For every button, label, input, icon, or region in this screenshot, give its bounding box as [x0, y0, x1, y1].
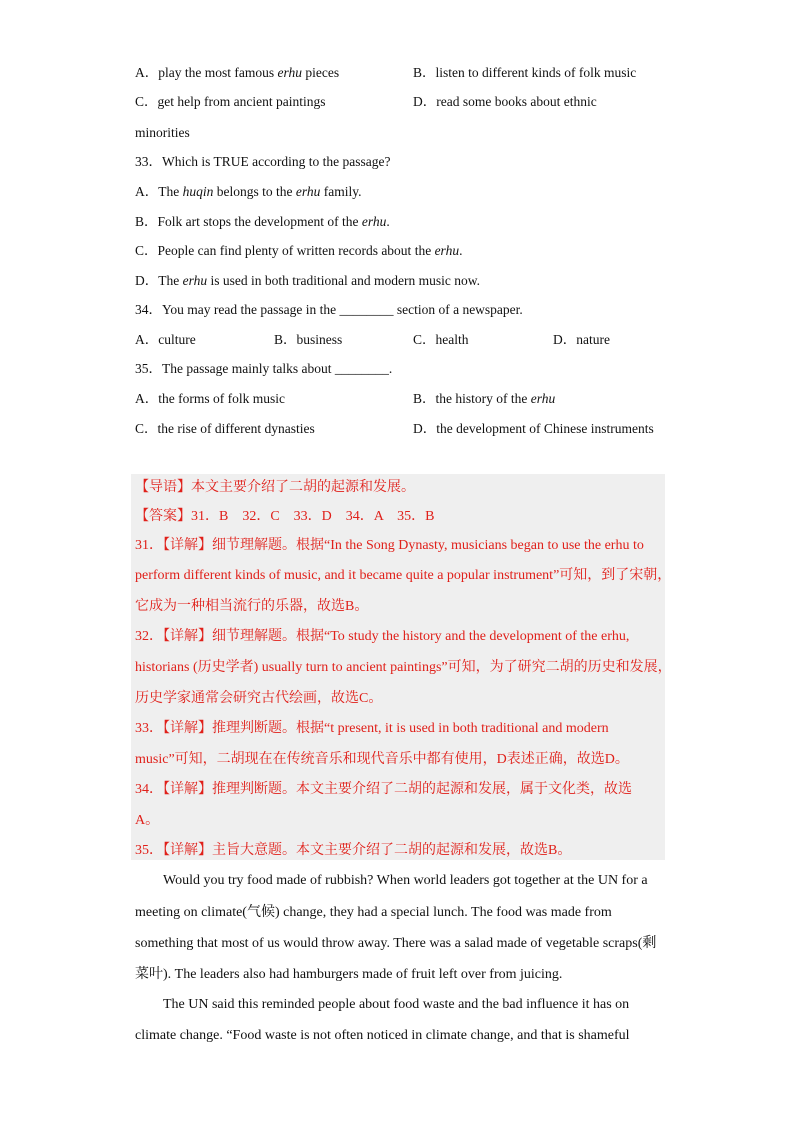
q32-option-d-wrap: minorities [135, 125, 190, 140]
explanation-34: 34．【详解】推理判断题。本文主要介绍了二胡的起源和发展，属于文化类，故选 [135, 782, 632, 797]
passage-line-5: The UN said this reminded people about food waste and the bad influence it has on [163, 997, 630, 1012]
q33-option-c: C．People can find plenty of written records about the erhu. [135, 243, 463, 258]
explanation-32-line2: historians (历史学者) usually turn to ancient paintings”可知，为了研究二胡的历史和发展， [135, 660, 672, 675]
explanation-35: 35．【详解】主旨大意题。本文主要介绍了二胡的起源和发展，故选B。 [135, 843, 572, 858]
q35-option-d: D．the development of Chinese instruments [413, 421, 654, 436]
q33-option-d: D．The erhu is used in both traditional and modern music now. [135, 273, 480, 288]
q34-option-d: D．nature [553, 332, 610, 347]
explanation-31-line3: 它成为一种相当流行的乐器，故选B。 [135, 599, 369, 614]
q35-option-c: C．the rise of different dynasties [135, 421, 315, 436]
q32-option-b: B．listen to different kinds of folk music [413, 65, 637, 80]
explanation-34-line2: A。 [135, 813, 160, 828]
passage-line-4: 菜叶). The leaders also had hamburgers made of fruit left over from juicing. [135, 967, 563, 982]
passage-line-3: something that most of us would throw away. There was a salad made of vegetable scraps(剩 [135, 936, 657, 951]
answer-key: 【答案】31．B 32．C 33．D 34．A 35．B [135, 509, 435, 524]
q32-option-c: C．get help from ancient paintings [135, 94, 326, 109]
q33-stem: 33．Which is TRUE according to the passage? [135, 154, 391, 169]
q34-option-a: A．culture [135, 332, 196, 347]
q34-option-c: C．health [413, 332, 469, 347]
q32-option-a: A．play the most famous erhu pieces [135, 65, 340, 80]
answer-intro: 【导语】本文主要介绍了二胡的起源和发展。 [135, 480, 415, 495]
q35-stem: 35．The passage mainly talks about ________. [135, 361, 393, 376]
q35-option-a: A．the forms of folk music [135, 391, 285, 406]
explanation-32-line3: 历史学家通常会研究古代绘画，故选C。 [135, 691, 383, 706]
q33-option-b: B．Folk art stops the development of the erhu. [135, 214, 390, 229]
explanation-33: 33．【详解】推理判断题。根据“t present, it is used in both traditional and modern [135, 721, 609, 736]
explanation-31: 31．【详解】细节理解题。根据“In the Song Dynasty, musicians began to use the erhu to [135, 538, 644, 553]
explanation-31-line2: perform different kinds of music, and it became quite a popular instrument”可知，到了宋朝， [135, 568, 672, 583]
passage-line-6: climate change. “Food waste is not often noticed in climate change, and that is shameful [135, 1028, 630, 1043]
explanation-33-line2: music”可知，二胡现在在传统音乐和现代音乐中都有使用，D表述正确，故选D。 [135, 752, 629, 767]
q32-option-d: D．read some books about ethnic [413, 94, 597, 109]
q33-option-a: A．The huqin belongs to the erhu family. [135, 184, 362, 199]
passage-line-2: meeting on climate(气候) change, they had a special lunch. The food was made from [135, 905, 612, 920]
q34-stem: 34．You may read the passage in the ________ section of a newspaper. [135, 302, 523, 317]
passage-line-1: Would you try food made of rubbish? When world leaders got together at the UN for a [163, 873, 648, 888]
q35-option-b: B．the history of the erhu [413, 391, 556, 406]
explanation-32: 32．【详解】细节理解题。根据“To study the history and the development of the erhu, [135, 629, 630, 644]
q34-option-b: B．business [274, 332, 343, 347]
